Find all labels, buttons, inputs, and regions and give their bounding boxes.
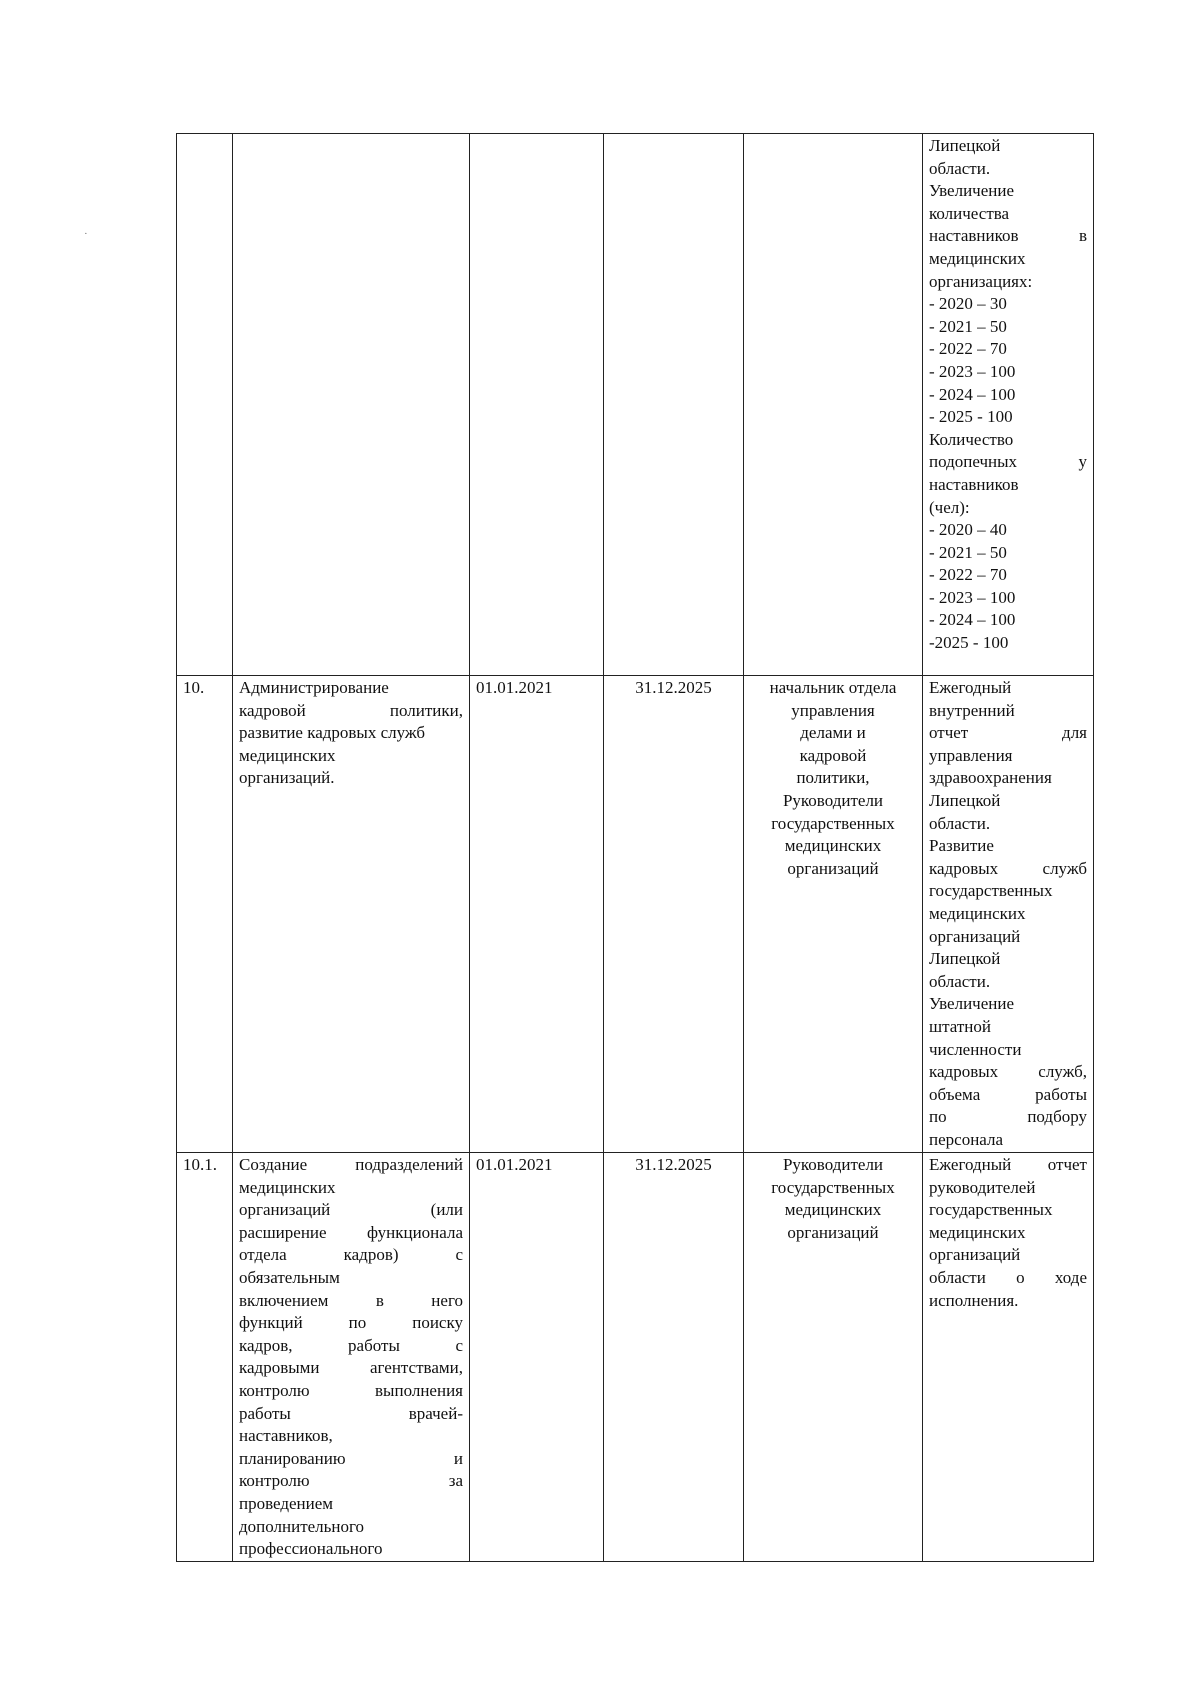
text-line: управления <box>929 745 1013 765</box>
text-line: государственных <box>929 1200 1053 1220</box>
text-line: Создание подразделений <box>239 1155 463 1174</box>
text-line: медицинских <box>929 903 1026 923</box>
text-line: проведением <box>239 1493 334 1513</box>
text-line: - 2020 – 30 <box>929 294 1007 314</box>
responsible-cell <box>744 134 923 676</box>
text-line: - 2022 – 70 <box>929 565 1007 585</box>
row-number-cell: 10.1. <box>177 1153 233 1562</box>
text-line: кадровых служб <box>929 858 1087 878</box>
row-number-cell: 10. <box>177 676 233 1153</box>
text-line: -2025 - 100 <box>929 633 1009 653</box>
result-cell <box>923 134 1094 676</box>
table-row <box>177 676 1094 1153</box>
table-row <box>177 134 1094 676</box>
text-line: - 2024 – 100 <box>929 384 1016 404</box>
text-line: отдела кадров) с <box>239 1245 463 1265</box>
text-line: - 2023 – 100 <box>929 361 1016 381</box>
text-line: политики, <box>796 768 870 788</box>
text-line: расширение функционала <box>239 1222 463 1242</box>
text-line: управления <box>791 700 875 720</box>
text-line: - 2022 – 70 <box>929 339 1007 359</box>
text-line: организаций <box>929 926 1021 946</box>
text-line: (чел): <box>929 497 970 517</box>
text-line: начальник отдела <box>769 678 897 697</box>
text-line: области. <box>929 813 991 833</box>
text-line: наставников в <box>929 226 1087 246</box>
text-line: количества <box>929 203 1010 223</box>
text-line: Развитие <box>929 836 994 856</box>
task-cell <box>233 134 470 676</box>
responsible-cell <box>744 1153 923 1562</box>
text-line: - 2020 – 40 <box>929 520 1007 540</box>
text-line: внутренний <box>929 700 1015 720</box>
text-line: работы врачей- <box>239 1403 463 1423</box>
text-line: кадров, работы с <box>239 1335 463 1355</box>
text-line: кадровых служб, <box>929 1062 1087 1082</box>
text-line: наставников <box>929 474 1019 494</box>
text-line: организаций <box>787 858 879 878</box>
table-row <box>177 1153 1094 1562</box>
row-number-cell <box>177 134 233 676</box>
text-line: здравоохранения <box>929 768 1052 788</box>
text-line: наставников, <box>239 1426 333 1446</box>
text-line: руководителей <box>929 1177 1036 1197</box>
text-line: планированию и <box>239 1448 463 1468</box>
text-line: численности <box>929 1039 1022 1059</box>
text-line: дополнительного <box>239 1516 365 1536</box>
text-line: развитие кадровых служб <box>239 723 426 743</box>
text-line: Ежегодный отчет <box>929 1155 1087 1174</box>
text-line: медицинских <box>239 745 336 765</box>
text-line: медицинских <box>929 248 1026 268</box>
text-line: по подбору <box>929 1107 1087 1127</box>
end-date-cell: 31.12.2025 <box>604 1153 744 1562</box>
text-line: объема работы <box>929 1084 1087 1104</box>
text-line: Липецкой <box>929 949 1001 969</box>
text-line: медицинских <box>239 1177 336 1197</box>
text-line: кадровыми агентствами, <box>239 1358 463 1378</box>
text-line: медицинских <box>929 1222 1026 1242</box>
text-line: Увеличение <box>929 994 1015 1014</box>
text-line: Липецкой <box>929 136 1001 155</box>
text-line: области о ходе <box>929 1267 1087 1287</box>
text-line: государственных <box>771 1177 895 1197</box>
text-line: функций по поиску <box>239 1313 463 1333</box>
text-line: - 2021 – 50 <box>929 542 1007 562</box>
measures-table <box>176 133 1094 1562</box>
text-line: исполнения. <box>929 1290 1019 1310</box>
text-line: организациях: <box>929 271 1033 291</box>
result-cell <box>923 676 1094 1153</box>
text-line: Количество <box>929 429 1014 449</box>
text-line: государственных <box>771 813 895 833</box>
start-date-cell: 01.01.2021 <box>470 1153 604 1562</box>
text-line: включением в него <box>239 1290 463 1310</box>
text-line: штатной <box>929 1016 991 1036</box>
text-line: Администрирование <box>239 678 389 697</box>
responsible-cell <box>744 676 923 1153</box>
result-cell <box>923 1153 1094 1562</box>
start-date-cell <box>470 134 604 676</box>
text-line: организаций <box>787 1222 879 1242</box>
text-line: организаций <box>929 1245 1021 1265</box>
text-line: делами и <box>800 723 866 743</box>
text-line: Липецкой <box>929 790 1001 810</box>
text-line: кадровой <box>799 745 867 765</box>
task-cell <box>233 676 470 1153</box>
end-date-cell <box>604 134 744 676</box>
text-line: отчет для <box>929 723 1087 743</box>
margin-mark: · <box>84 228 88 240</box>
end-date-cell: 31.12.2025 <box>604 676 744 1153</box>
text-line: контролю выполнения <box>239 1380 463 1400</box>
task-cell <box>233 1153 470 1562</box>
text-line: персонала <box>929 1129 1004 1149</box>
text-line: государственных <box>929 881 1053 901</box>
text-line: организаций (или <box>239 1200 463 1220</box>
text-line: Руководители <box>782 1155 884 1174</box>
text-line: Увеличение <box>929 181 1015 201</box>
text-line: медицинских <box>784 1200 882 1220</box>
text-line: области. <box>929 971 991 991</box>
text-line: контролю за <box>239 1471 463 1491</box>
text-line: - 2025 - 100 <box>929 407 1013 427</box>
text-line: медицинских <box>784 836 882 856</box>
text-line: области. <box>929 158 991 178</box>
text-line: - 2024 – 100 <box>929 610 1016 630</box>
text-line: обязательным <box>239 1267 340 1287</box>
text-line: - 2021 – 50 <box>929 316 1007 336</box>
text-line: профессионального <box>239 1539 383 1559</box>
text-line: Руководители <box>782 790 884 810</box>
text-line: кадровой политики, <box>239 700 463 720</box>
text-line: - 2023 – 100 <box>929 587 1016 607</box>
start-date-cell: 01.01.2021 <box>470 676 604 1153</box>
text-line: Ежегодный <box>929 678 1012 697</box>
text-line: подопечных у <box>929 452 1087 472</box>
text-line: организаций. <box>239 768 335 788</box>
